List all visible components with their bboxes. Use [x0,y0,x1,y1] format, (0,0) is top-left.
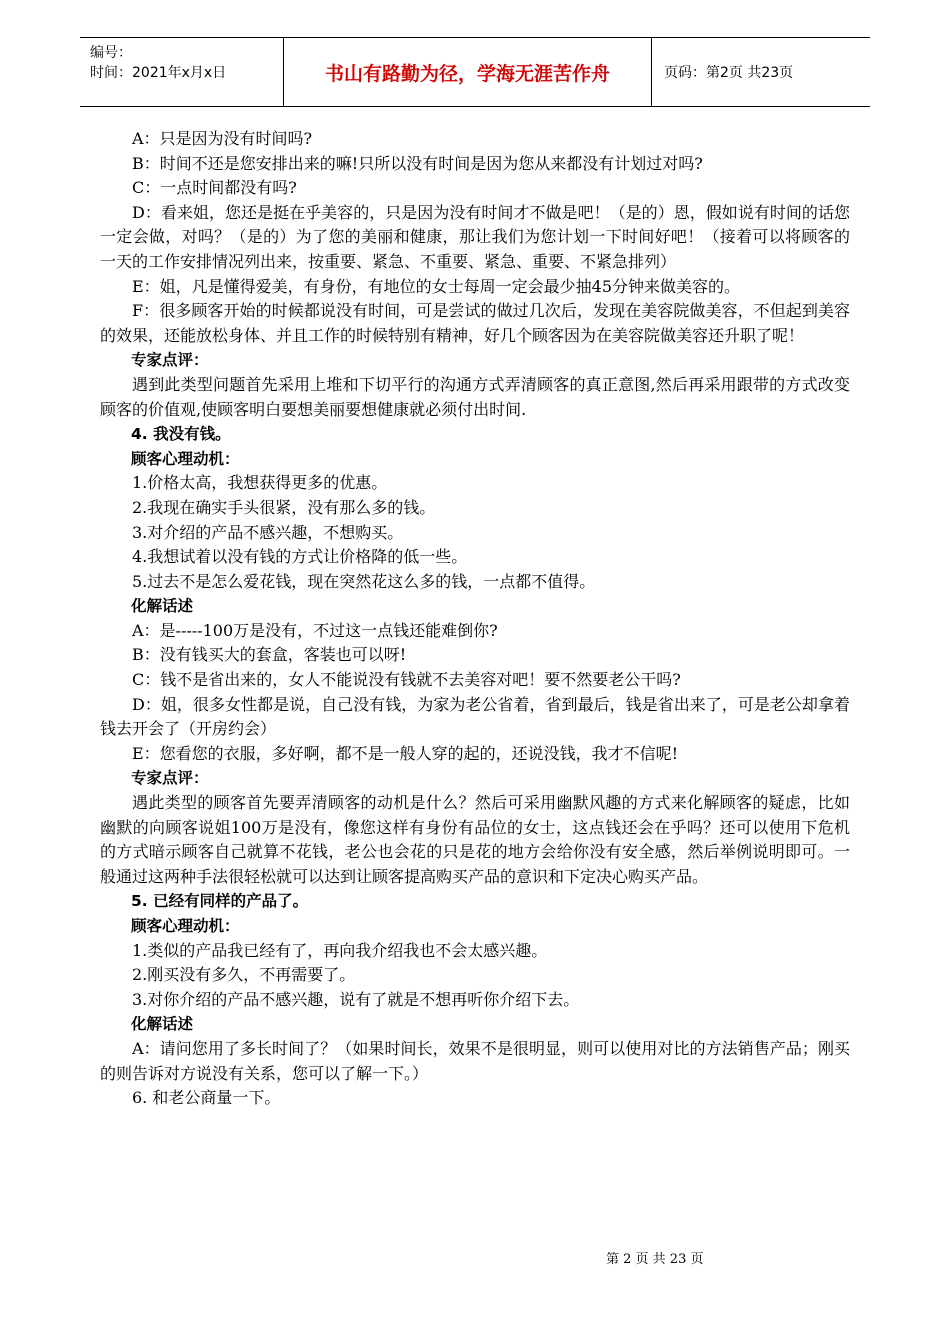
section-heading: 化解话述 [131,1015,194,1034]
section-heading: 5. 已经有同样的产品了。 [131,892,309,911]
paragraph: C：一点时间都没有吗? [132,178,297,198]
section-heading: 顾客心理动机： [131,917,240,935]
section-heading: 专家点评： [131,769,209,788]
paragraph: 1.类似的产品我已经有了，再向我介绍我也不会太感兴趣。 [132,940,548,960]
paragraph: 遇此类型的顾客首先要弄清顾客的动机是什么？然后可采用幽默风趣的方式来化解顾客的疑虑，比如幽默的向顾客说姐100万是没有，像您这样有身份有品位的女士，这点钱还会在乎吗？还可以使用下危机的方式暗示顾客自己就算不花钱，老公也会花的只是花的地方会给你没有安全感，然后举例说明即可。一般通过这两种手法很轻松就可以达到让顾客提高购买产品的意识和下定决心购买产品。 [100,793,850,886]
paragraph: A：是-----100万是没有，不过这一点钱还能难倒你? [132,620,498,640]
paragraph: B：时间不还是您安排出来的嘛!只所以没有时间是因为您从来都没有计划过对吗? [132,153,703,173]
header-motto-cell [283,38,652,106]
section-heading: 化解话述 [131,597,194,616]
paragraph: F：很多顾客开始的时候都说没有时间，可是尝试的做过几次后，发现在美容院做美容，不但起到美容的效果，还能放松身体、并且工作的时候特别有精神，好几个顾客因为在美容院做美容还升职了呢！ [100,301,850,345]
paragraph: 6. 和老公商量一下。 [132,1088,281,1108]
page-info: 页码：第2页 共23页 [664,65,794,81]
paragraph: 3.对介绍的产品不感兴趣，不想购买。 [132,522,404,542]
document-body [100,127,850,1111]
paragraph: D：看来姐，您还是挺在乎美容的，只是因为没有时间才不做是吧！（是的）恩，假如说有时间的话您一定会做，对吗？（是的）为了您的美丽和健康，那让我们为您计划一下时间好吧！（接着可以将顾客的一天的工作安排情况列出来，按重要、紧急、不重要、紧急、重要、不紧急排列） [100,202,850,271]
number-label: 编号： [90,45,132,61]
section-heading: 顾客心理动机： [131,449,240,468]
header-meta [80,38,283,106]
paragraph: C：钱不是省出来的，女人不能说没有钱就不去美容对吧！要不然要老公干吗? [132,670,681,690]
paragraph: E：您看您的衣服，多好啊，都不是一般人穿的起的，还说没钱，我才不信呢! [132,743,679,763]
paragraph: 遇到此类型问题首先采用上堆和下切平行的沟通方式弄清顾客的真正意图,然后再采用跟带的方式改变顾客的价值观,使顾客明白要想美丽要想健康就必须付出时间. [100,374,850,419]
paragraph: 2.刚买没有多久，不再需要了。 [132,965,356,985]
page-header [80,37,870,107]
paragraph: 2.我现在确实手头很紧，没有那么多的钱。 [132,497,436,517]
paragraph: 4.我想试着以没有钱的方式让价格降的低一些。 [132,547,468,567]
section-heading: 专家点评： [131,351,209,370]
motto: 书山有路勤为径，学海无涯苦作舟 [324,62,610,85]
paragraph: 3.对你介绍的产品不感兴趣，说有了就是不想再听你介绍下去。 [132,989,580,1009]
paragraph: B：没有钱买大的套盒，客装也可以呀! [132,645,407,665]
paragraph: 5.过去不是怎么爱花钱，现在突然花这么多的钱，一点都不值得。 [132,571,596,591]
section-heading: 4. 我没有钱。 [131,425,231,444]
date-label: 时间：2021年x月x日 [90,65,227,81]
paragraph: E：姐，凡是懂得爱美，有身份，有地位的女士每周一定会最少抽45分钟来做美容的。 [132,276,741,296]
paragraph: D：姐，很多女性都是说，自己没有钱，为家为老公省着，省到最后，钱是省出来了，可是老公却拿着钱去开会了（开房约会） [100,694,850,739]
header-page-info [652,38,870,106]
paragraph: A：请问您用了多长时间了？（如果时间长，效果不是很明显，则可以使用对比的方法销售产品；刚买的则告诉对方说没有关系，您可以了解一下。） [100,1038,850,1083]
footer-page-number: 第 2 页 共 23 页 [606,1252,704,1267]
paragraph: 1.价格太高，我想获得更多的优惠。 [132,473,388,493]
paragraph: A：只是因为没有时间吗? [132,129,313,148]
